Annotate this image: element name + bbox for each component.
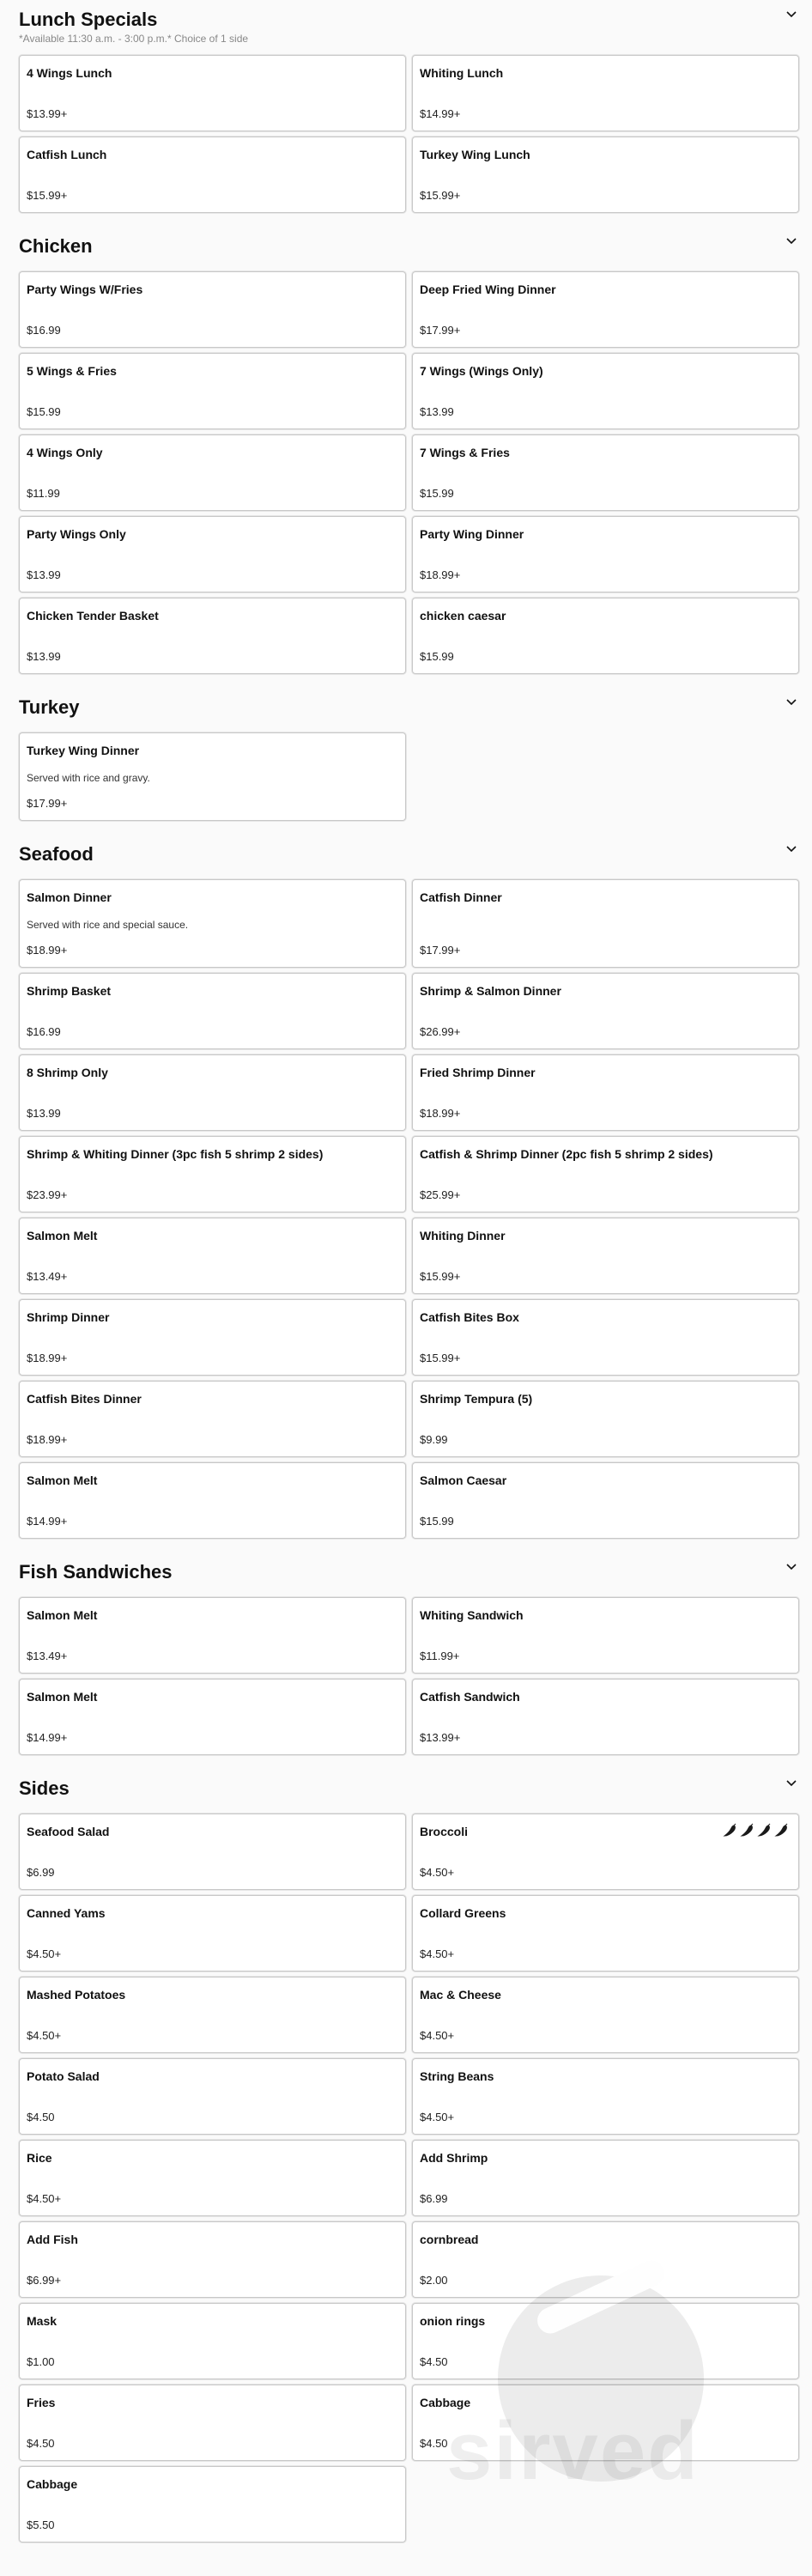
item-price: $18.99+	[27, 1433, 68, 1446]
menu-item-card[interactable]	[19, 1136, 406, 1212]
item-grid	[19, 732, 800, 821]
item-price: $6.99	[27, 1866, 55, 1879]
item-price: $5.50	[27, 2518, 55, 2531]
section-title: Lunch Specials	[19, 9, 158, 30]
menu-item-card[interactable]	[412, 1895, 799, 1971]
item-price: $14.99+	[420, 107, 461, 120]
menu-item-card[interactable]	[19, 1054, 406, 1131]
pepper-icon	[774, 1823, 790, 1838]
item-price: $25.99+	[420, 1188, 461, 1201]
chevron-down-icon[interactable]	[785, 695, 798, 708]
item-price: $16.99	[27, 1025, 61, 1038]
section-title: Seafood	[19, 843, 94, 865]
menu-item-card[interactable]	[19, 55, 406, 131]
item-price: $15.99+	[420, 189, 461, 202]
item-name: Whiting Lunch	[420, 66, 504, 80]
item-name: String Beans	[420, 2069, 494, 2083]
item-name: 5 Wings & Fries	[27, 364, 117, 378]
menu-item-card[interactable]	[19, 2466, 406, 2543]
pepper-icon	[757, 1823, 773, 1838]
menu-item-card[interactable]	[19, 2140, 406, 2216]
menu-item-card[interactable]	[19, 1462, 406, 1539]
item-name: Mask	[27, 2314, 58, 2328]
section-title: Sides	[19, 1777, 70, 1799]
item-name: Fried Shrimp Dinner	[420, 1066, 536, 1079]
section-header[interactable]	[19, 227, 800, 271]
item-grid	[19, 1597, 800, 1755]
menu-item-card[interactable]	[19, 732, 406, 821]
menu-item-card[interactable]	[19, 516, 406, 592]
item-price: $14.99+	[27, 1515, 68, 1528]
item-name: 8 Shrimp Only	[27, 1066, 108, 1079]
item-name: 4 Wings Lunch	[27, 66, 112, 80]
item-price: $4.50+	[420, 2029, 455, 2042]
item-price: $4.50	[27, 2111, 55, 2123]
item-name: Deep Fried Wing Dinner	[420, 283, 556, 296]
menu-item-card[interactable]	[412, 137, 799, 213]
chevron-down-icon[interactable]	[785, 234, 798, 247]
item-name: Catfish Bites Dinner	[27, 1392, 142, 1406]
item-grid	[19, 55, 800, 213]
item-price: $17.99+	[420, 324, 461, 337]
item-name: Salmon Dinner	[27, 890, 112, 904]
item-name: Party Wings W/Fries	[27, 283, 143, 296]
item-name: 4 Wings Only	[27, 446, 103, 459]
item-name: Salmon Caesar	[420, 1473, 507, 1487]
item-price: $4.50	[420, 2437, 448, 2450]
menu-item-card[interactable]	[19, 2303, 406, 2379]
menu-item-card[interactable]	[412, 1679, 799, 1755]
item-price: $13.49+	[27, 1649, 68, 1662]
item-price: $13.49+	[27, 1270, 68, 1283]
menu-item-card[interactable]	[19, 137, 406, 213]
menu-item-card[interactable]	[412, 2140, 799, 2216]
menu-item-card[interactable]	[412, 1299, 799, 1376]
menu-item-card[interactable]	[19, 1977, 406, 2053]
item-price: $11.99	[27, 487, 60, 500]
item-price: $13.99	[27, 650, 61, 663]
item-name: 7 Wings & Fries	[420, 446, 510, 459]
item-price: $13.99	[27, 1107, 61, 1120]
item-price: $4.50+	[420, 1866, 455, 1879]
pepper-icon	[740, 1823, 755, 1838]
item-price: $16.99	[27, 324, 61, 337]
item-name: 7 Wings (Wings Only)	[420, 364, 543, 378]
menu-item-card[interactable]	[19, 1679, 406, 1755]
menu-item-card[interactable]	[19, 1597, 406, 1674]
item-price: $4.50	[420, 2355, 448, 2368]
menu-section	[19, 688, 800, 821]
item-grid	[19, 271, 800, 674]
section-title: Chicken	[19, 235, 93, 257]
menu-item-card[interactable]	[19, 1381, 406, 1457]
item-name: Turkey Wing Lunch	[420, 148, 530, 161]
item-price: $9.99	[420, 1433, 448, 1446]
item-price: $2.00	[420, 2274, 448, 2287]
item-price: $18.99+	[27, 944, 68, 957]
item-name: Salmon Melt	[27, 1608, 98, 1622]
item-price: $6.99	[420, 2192, 448, 2205]
item-price: $13.99+	[27, 107, 68, 120]
menu-item-card[interactable]	[412, 598, 799, 674]
menu-item-card[interactable]	[412, 434, 799, 511]
item-name: Turkey Wing Dinner	[27, 744, 140, 757]
menu-item-card[interactable]	[19, 2058, 406, 2135]
chevron-down-icon[interactable]	[785, 841, 798, 855]
menu-section	[19, 835, 800, 1539]
item-name: Seafood Salad	[27, 1825, 110, 1838]
item-price: $6.99+	[27, 2274, 62, 2287]
menu-item-card[interactable]	[412, 353, 799, 429]
item-price: $18.99+	[420, 1107, 461, 1120]
item-name: Shrimp Dinner	[27, 1310, 110, 1324]
item-price: $13.99	[27, 568, 61, 581]
item-price: $15.99+	[27, 189, 68, 202]
item-name: Add Shrimp	[420, 2151, 488, 2165]
item-price: $15.99	[420, 487, 454, 500]
item-name: Mac & Cheese	[420, 1988, 501, 2002]
menu-item-card[interactable]	[412, 2303, 799, 2379]
section-title: Turkey	[19, 696, 80, 718]
section-title: Fish Sandwiches	[19, 1561, 173, 1583]
menu-section	[19, 227, 800, 674]
item-name: Shrimp Tempura (5)	[420, 1392, 533, 1406]
item-name: Cabbage	[27, 2477, 78, 2491]
item-price: $11.99+	[420, 1649, 460, 1662]
item-name: Shrimp & Salmon Dinner	[420, 984, 561, 998]
item-name: Add Fish	[27, 2233, 78, 2246]
menu-item-card[interactable]	[19, 598, 406, 674]
menu-item-card[interactable]	[412, 879, 799, 968]
item-name: Party Wings Only	[27, 527, 126, 541]
menu-item-card[interactable]	[412, 55, 799, 131]
item-name: onion rings	[420, 2314, 486, 2328]
menu-item-card[interactable]	[412, 1597, 799, 1674]
menu-item-card[interactable]	[412, 1381, 799, 1457]
item-price: $13.99+	[420, 1731, 461, 1744]
item-price: $18.99+	[420, 568, 461, 581]
menu-section	[19, 0, 800, 213]
item-price: $14.99+	[27, 1731, 68, 1744]
pepper-icon	[723, 1823, 738, 1838]
item-price: $4.50+	[420, 1947, 455, 1960]
menu-item-card[interactable]	[19, 1299, 406, 1376]
spicy-level	[723, 1823, 790, 1838]
menu-item-card[interactable]	[19, 353, 406, 429]
chevron-down-icon[interactable]	[785, 7, 798, 21]
section-header[interactable]	[19, 1552, 800, 1597]
item-name: Canned Yams	[27, 1906, 106, 1920]
item-name: Chicken Tender Basket	[27, 609, 159, 623]
menu-item-card[interactable]	[412, 516, 799, 592]
menu-item-card[interactable]	[19, 879, 406, 968]
menu-item-card[interactable]	[412, 271, 799, 348]
menu-item-card[interactable]	[19, 271, 406, 348]
menu-item-card[interactable]	[412, 2221, 799, 2298]
menu-item-card[interactable]	[412, 973, 799, 1049]
item-name: Whiting Dinner	[420, 1229, 506, 1242]
menu-item-card[interactable]	[19, 1895, 406, 1971]
menu-item-card[interactable]	[412, 1136, 799, 1212]
menu-item-card[interactable]	[412, 1977, 799, 2053]
item-price: $23.99+	[27, 1188, 68, 1201]
menu-item-card[interactable]	[412, 2058, 799, 2135]
chevron-down-icon[interactable]	[785, 1559, 798, 1573]
item-price: $4.50+	[27, 2192, 62, 2205]
item-name: Salmon Melt	[27, 1473, 98, 1487]
item-price: $18.99+	[27, 1352, 68, 1364]
item-name: Catfish Lunch	[27, 148, 107, 161]
item-price: $15.99	[420, 650, 454, 663]
section-header[interactable]	[19, 1769, 800, 1814]
item-name: Shrimp Basket	[27, 984, 112, 998]
menu-item-card[interactable]	[19, 434, 406, 511]
watermark-text: sirved	[446, 2405, 700, 2497]
menu-item-card[interactable]	[19, 973, 406, 1049]
item-price: $15.99+	[420, 1352, 461, 1364]
item-name: Catfish & Shrimp Dinner (2pc fish 5 shrimp 2 sides)	[420, 1147, 713, 1161]
menu-section	[19, 1552, 800, 1755]
item-name: Salmon Melt	[27, 1229, 98, 1242]
item-name: cornbread	[420, 2233, 479, 2246]
section-header[interactable]	[19, 835, 800, 879]
item-price: $26.99+	[420, 1025, 461, 1038]
section-header[interactable]	[19, 688, 800, 732]
item-name: Party Wing Dinner	[420, 527, 524, 541]
item-price: $4.50+	[27, 1947, 62, 1960]
menu-item-card[interactable]	[19, 2385, 406, 2461]
section-header[interactable]	[19, 0, 800, 55]
chevron-down-icon[interactable]	[785, 1776, 798, 1789]
menu-item-card[interactable]	[412, 1814, 799, 1890]
menu-item-card[interactable]	[412, 1462, 799, 1539]
menu-item-card[interactable]	[412, 1054, 799, 1131]
item-name: Shrimp & Whiting Dinner (3pc fish 5 shrimp 2 sides)	[27, 1147, 324, 1161]
item-price: $4.50+	[27, 2029, 62, 2042]
item-price: $15.99	[420, 1515, 454, 1528]
item-name: Catfish Dinner	[420, 890, 502, 904]
item-name: Whiting Sandwich	[420, 1608, 524, 1622]
section-note: *Available 11:30 a.m. - 3:00 p.m.* Choice of 1 side	[19, 33, 249, 45]
item-grid	[19, 879, 800, 1539]
item-name: Mashed Potatoes	[27, 1988, 126, 2002]
item-name: Rice	[27, 2151, 52, 2165]
item-description: Served with rice and special sauce.	[27, 919, 189, 931]
menu-item-card[interactable]	[19, 2221, 406, 2298]
item-price: $17.99+	[420, 944, 461, 957]
item-name: Fries	[27, 2396, 56, 2409]
item-price: $15.99	[27, 405, 61, 418]
item-name: chicken caesar	[420, 609, 506, 623]
menu-item-card[interactable]	[19, 1814, 406, 1890]
item-name: Broccoli	[420, 1825, 469, 1838]
item-name: Cabbage	[420, 2396, 471, 2409]
item-price: $4.50+	[420, 2111, 455, 2123]
item-name: Collard Greens	[420, 1906, 506, 1920]
item-name: Salmon Melt	[27, 1690, 98, 1704]
menu-item-card[interactable]	[19, 1218, 406, 1294]
item-name: Catfish Sandwich	[420, 1690, 520, 1704]
item-price: $1.00	[27, 2355, 55, 2368]
item-price: $4.50	[27, 2437, 55, 2450]
menu-item-card[interactable]	[412, 1218, 799, 1294]
item-name: Potato Salad	[27, 2069, 100, 2083]
item-price: $15.99+	[420, 1270, 461, 1283]
item-price: $13.99	[420, 405, 454, 418]
item-name: Catfish Bites Box	[420, 1310, 519, 1324]
item-description: Served with rice and gravy.	[27, 772, 150, 784]
item-price: $17.99+	[27, 797, 68, 810]
